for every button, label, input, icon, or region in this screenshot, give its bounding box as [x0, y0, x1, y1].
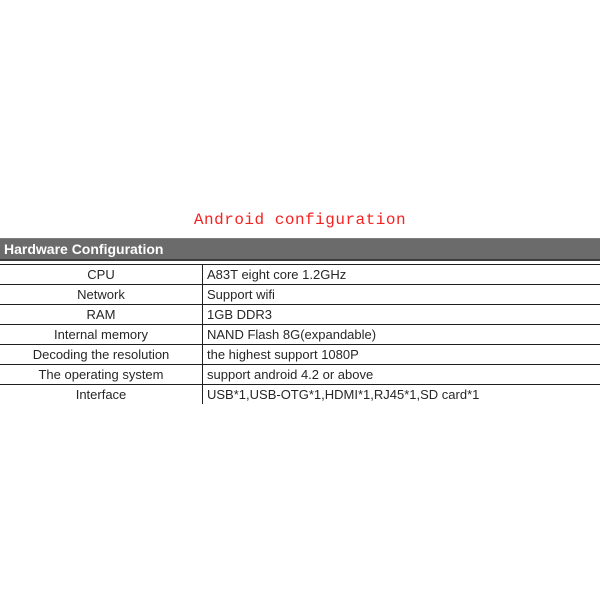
- row-value: the highest support 1080P: [202, 345, 600, 364]
- row-value: Support wifi: [202, 285, 600, 304]
- table-row-cpu: [0, 264, 600, 284]
- table-body: [0, 264, 600, 404]
- row-label: CPU: [87, 267, 115, 282]
- row-value: NAND Flash 8G(expandable): [202, 325, 600, 344]
- table-row-network: [0, 284, 600, 304]
- row-value: USB*1,USB-OTG*1,HDMI*1,RJ45*1,SD card*1: [202, 385, 600, 404]
- hardware-config-table: [0, 238, 600, 404]
- row-value: support android 4.2 or above: [202, 365, 600, 384]
- row-value: A83T eight core 1.2GHz: [202, 265, 600, 284]
- row-label: Interface: [75, 387, 127, 402]
- row-label: Internal memory: [54, 327, 148, 342]
- page-title: Android configuration: [193, 211, 407, 229]
- table-row-decoding-resolution: [0, 344, 600, 364]
- row-label: RAM: [86, 307, 116, 322]
- row-label: The operating system: [38, 367, 164, 382]
- row-label: Decoding the resolution: [32, 347, 170, 362]
- table-header: Hardware Configuration: [0, 238, 600, 261]
- row-value: 1GB DDR3: [202, 305, 600, 324]
- table-row-operating-system: [0, 364, 600, 384]
- table-row-interface: [0, 384, 600, 404]
- table-row-ram: [0, 304, 600, 324]
- row-label: Network: [77, 287, 125, 302]
- table-row-internal-memory: [0, 324, 600, 344]
